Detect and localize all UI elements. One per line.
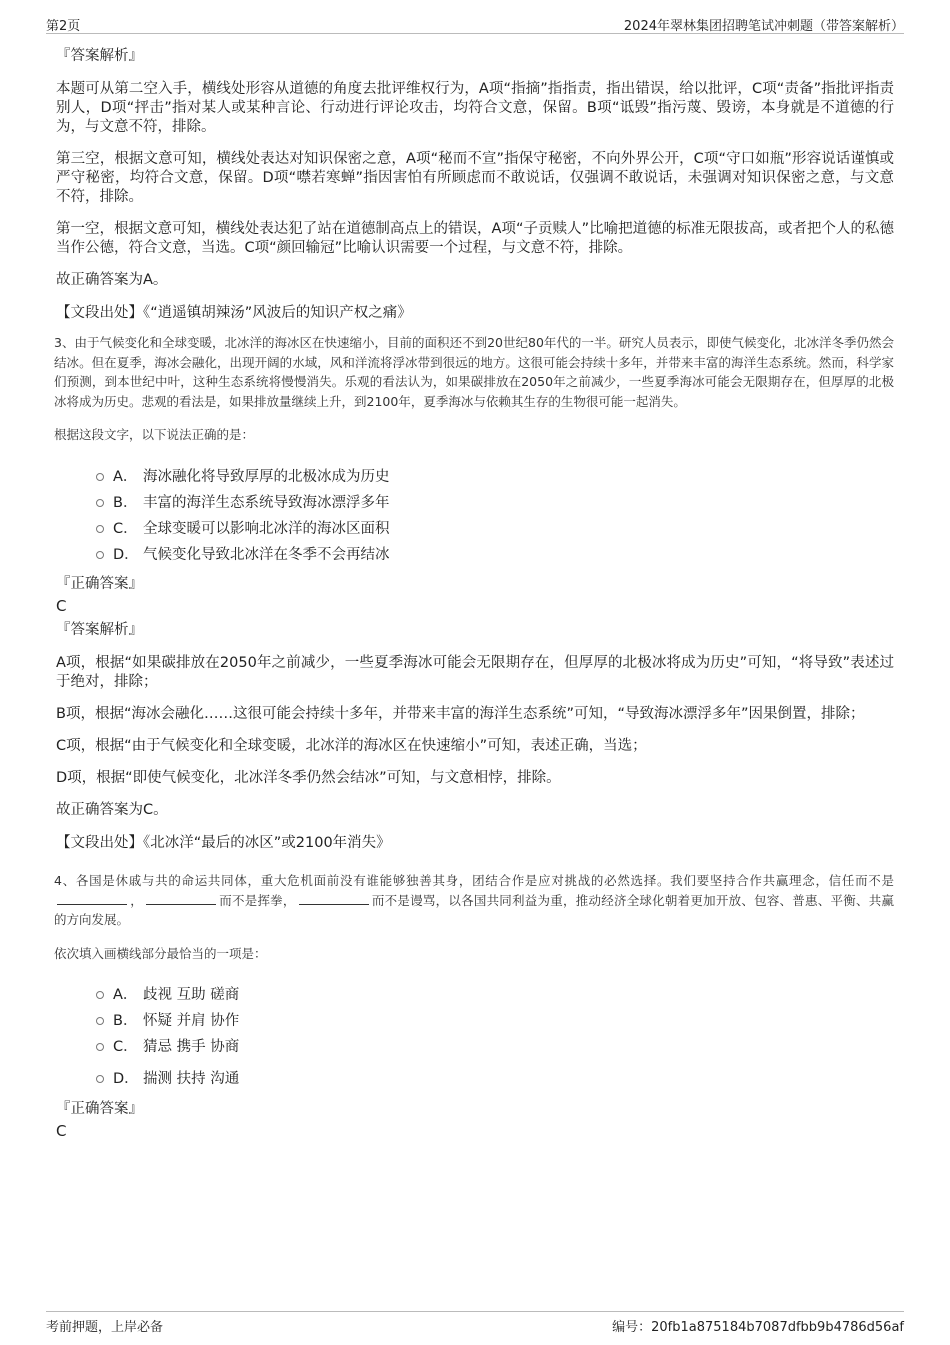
q3-answer-label: 『正确答案』 xyxy=(56,576,143,592)
q3-source: 【文段出处】《北冰洋“最后的冰区”或2100年消失》 xyxy=(56,835,391,851)
q2-analysis-paragraph: 第一空，根据文意可知，横线处表达犯了站在道德制高点上的错误，A项“子贡赎人”比喻把道德的标准无限拔高，或者把个人的私德当作公德，符合文意，当选。C项“颜回输冠”比喻认识需要一个过程，与文意不符，排除。 xyxy=(56,221,894,256)
q3-option-d[interactable]: D． 气候变化导致北冰洋在冬季不会再结冰 xyxy=(96,540,894,566)
q3-analysis-paragraph: C项，根据“由于气候变化和全球变暖，北冰洋的海冰区在快速缩小”可知，表述正确，当选； xyxy=(56,738,647,754)
q4-answer-label: 『正确答案』 xyxy=(56,1100,143,1117)
q4-question-text: 4、各国是休戚与共的命运共同体，重大危机面前没有谁能够独善其身，团结合作是应对挑战的必然选择。我们要坚持合作共赢理念，信任而不是， 而不是挥拳， 而不是谩骂，以各国共同利益为重，推动经济全球化朝着更加开放、包容、普惠、平衡、共赢的方向发展。 xyxy=(54,873,894,927)
radio-icon[interactable] xyxy=(96,551,104,559)
radio-icon[interactable] xyxy=(96,499,104,507)
q3-option-b[interactable]: B． 丰富的海洋生态系统导致海冰漂浮多年 xyxy=(96,488,894,514)
q4-option-c[interactable]: C． 猜忌 携手 协商 xyxy=(96,1033,894,1059)
fill-blank xyxy=(299,892,369,905)
radio-icon[interactable] xyxy=(96,473,104,481)
radio-icon[interactable] xyxy=(96,991,104,999)
q3-answer: C xyxy=(56,597,67,615)
q3-options xyxy=(96,462,894,566)
fill-blank xyxy=(146,892,216,905)
fill-blank xyxy=(57,892,127,905)
radio-icon[interactable] xyxy=(96,1017,104,1025)
q4-option-a[interactable]: A． 歧视 互助 磋商 xyxy=(96,981,894,1007)
q4-option-b[interactable]: B． 怀疑 并肩 协作 xyxy=(96,1007,894,1033)
q2-analysis-paragraph: 第三空，根据文意可知，横线处表达对知识保密之意，A项“秘而不宣”指保守秘密，不向外界公开，C项“守口如瓶”形容说话谨慎或严守秘密，均符合文意，保留。D项“噤若寒蝉”指因害怕有所顾虑而不敢说话，仅强调不敢说话，未强调对知识保密之意，与文意不符，排除。 xyxy=(56,151,894,205)
radio-icon[interactable] xyxy=(96,1043,104,1051)
document-body xyxy=(56,42,894,1145)
q3-option-a[interactable]: A． 海冰融化将导致厚厚的北极冰成为历史 xyxy=(96,462,894,488)
q3-conclusion: 故正确答案为C。 xyxy=(56,802,168,818)
radio-icon[interactable] xyxy=(96,1075,104,1083)
page-header xyxy=(46,13,904,34)
q3-analysis-paragraph: A项，根据“如果碳排放在2050年之前减少，一些夏季海冰可能会无限期存在，但厚厚的北极冰将成为历史”可知，“将导致”表述过于绝对，排除； xyxy=(56,655,894,690)
page-number: 第2页 xyxy=(46,19,81,34)
q2-analysis-paragraph: 本题可从第二空入手，横线处形容从道德的角度去批评维权行为，A项“指摘”指指责，指出错误，给以批评，C项“责备”指批评指责别人，D项“抨击”指对某人或某种言论、行动进行评论攻击，均符合文意，保留。B项“诋毁”指污蔑、毁谤，本身就是不道德的行为，与文意不符，排除。 xyxy=(56,81,894,135)
q4-options xyxy=(96,981,894,1091)
q2-analysis-label: 『答案解析』 xyxy=(56,48,143,64)
q3-analysis-label: 『答案解析』 xyxy=(56,622,143,638)
document-code: 编号：20fb1a875184b7087dfbb9b4786d56af xyxy=(612,1320,904,1335)
q2-conclusion: 故正确答案为A。 xyxy=(56,272,168,288)
q3-analysis-paragraph: D项，根据“即使气候变化，北冰洋冬季仍然会结冰”可知，与文意相悖，排除。 xyxy=(56,770,561,786)
q2-source: 【文段出处】《“逍遥镇胡辣汤”风波后的知识产权之痛》 xyxy=(56,305,412,321)
radio-icon[interactable] xyxy=(96,525,104,533)
q3-option-c[interactable]: C． 全球变暖可以影响北冰洋的海冰区面积 xyxy=(96,514,894,540)
q4-option-d[interactable]: D． 揣测 扶持 沟通 xyxy=(96,1065,894,1091)
footer-slogan: 考前押题，上岸必备 xyxy=(46,1320,164,1335)
q4-answer: C xyxy=(56,1121,67,1140)
q3-prompt: 根据这段文字，以下说法正确的是： xyxy=(54,427,255,442)
q4-prompt: 依次填入画横线部分最恰当的一项是： xyxy=(54,945,267,961)
q3-question-text: 3、由于气候变化和全球变暖，北冰洋的海冰区在快速缩小，目前的面积还不到20世纪80年代的一半。研究人员表示，即使气候变化，北冰洋冬季仍然会结冰。但在夏季，海冰会融化，出现开阔的水域，风和洋流将浮冰带到很远的地方。这很可能会持续十多年，并带来丰富的海洋生态系统。然而，科学家们预测，到本世纪中叶，这种生态系统将慢慢消失。乐观的看法认为，如果碳排放在2050年之前减少，一些夏季海冰可能会无限期存在，但厚厚的北极冰将成为历史。悲观的看法是，如果排放量继续上升，到2100年，夏季海冰与依赖其生存的生物很可能一起消失。 xyxy=(54,335,894,409)
document-title: 2024年翠林集团招聘笔试冲刺题（带答案解析） xyxy=(623,19,904,34)
page-footer xyxy=(46,1311,904,1336)
q3-analysis-paragraph: B项，根据“海冰会融化……这很可能会持续十多年，并带来丰富的海洋生态系统”可知，“导致海冰漂浮多年”因果倒置，排除； xyxy=(56,706,865,722)
